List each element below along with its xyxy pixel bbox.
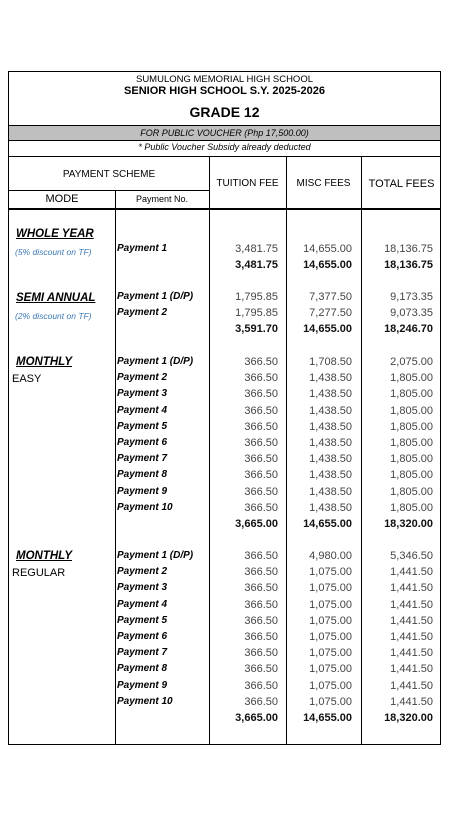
section-total-row: [9, 518, 440, 533]
payment-scheme-header: PAYMENT SCHEME: [62, 169, 156, 180]
tuition-fee-value: 1,795.85: [235, 291, 278, 303]
payment-row: [9, 437, 440, 452]
payment-label: Payment 3: [117, 388, 168, 400]
tuition-fee-value: 366.50: [244, 453, 278, 466]
misc-fees-value: 14,655.00: [303, 243, 352, 255]
payment-row: [9, 307, 440, 322]
total-fees-value: 1,441.50: [390, 631, 433, 643]
payment-row: [9, 696, 440, 711]
school-name: SUMULONG MEMORIAL HIGH SCHOOL: [135, 74, 313, 85]
misc-fees-value: 4,980.00: [309, 550, 352, 562]
total-fees-value: 1,441.50: [390, 614, 433, 627]
total-fees-value: 18,246.70: [384, 323, 433, 336]
payment-label: Payment 2: [117, 372, 168, 384]
payment-row: [9, 502, 440, 517]
tuition-fee-value: 366.50: [244, 679, 278, 692]
total-fees-value: 9,073.35: [390, 307, 433, 320]
whole-year-discount-note: (5% discount on TF): [15, 247, 92, 257]
payment-label: Payment 7: [117, 453, 168, 465]
total-fees-value: 1,805.00: [390, 388, 433, 401]
payment-label: Payment 9: [117, 485, 168, 497]
payment-row: [9, 372, 440, 387]
tuition-fee-value: 366.50: [244, 566, 278, 579]
misc-fees-value: 14,655.00: [303, 323, 352, 336]
payment-row: [9, 453, 440, 468]
total-fees-value: 1,805.00: [390, 437, 433, 449]
tuition-fee-header: TUITION FEE: [216, 178, 279, 189]
monthly-easy-subtitle: EASY: [12, 373, 42, 385]
payment-row: [9, 388, 440, 403]
payment-label: Payment 4: [117, 404, 168, 416]
misc-fees-value: 7,377.50: [309, 291, 352, 303]
tuition-fee-value: 366.50: [244, 582, 278, 595]
payment-label: Payment 10: [117, 501, 173, 513]
misc-fees-value: 1,075.00: [309, 663, 352, 676]
misc-fees-value: 1,438.50: [309, 404, 352, 417]
payment-row: [9, 550, 440, 565]
fee-schedule-sheet: [8, 71, 441, 745]
divider: [9, 125, 440, 126]
payment-row: [9, 582, 440, 597]
payment-row: [9, 291, 440, 306]
payment-row: [9, 356, 440, 371]
payment-row: [9, 631, 440, 646]
tuition-fee-value: 366.50: [244, 550, 278, 562]
section-total-row: [9, 323, 440, 338]
misc-fees-value: 1,438.50: [309, 372, 352, 385]
misc-fees-value: 1,075.00: [309, 566, 352, 579]
total-fees-value: 1,805.00: [390, 404, 433, 417]
section-whole-year-title: WHOLE YEAR: [16, 228, 94, 240]
tuition-fee-value: 366.50: [244, 647, 278, 660]
subsidy-note: * Public Voucher Subsidy already deducted: [138, 142, 311, 152]
misc-fees-value: 1,075.00: [309, 598, 352, 611]
payment-label: Payment 5: [117, 614, 168, 626]
misc-fees-value: 1,438.50: [309, 453, 352, 466]
mode-header: MODE: [45, 193, 79, 205]
payment-label: Payment 2: [117, 566, 168, 578]
payment-no-header: Payment No.: [135, 194, 189, 204]
misc-fees-value: 1,438.50: [309, 469, 352, 482]
section-total-row: [9, 259, 440, 274]
payment-label: Payment 5: [117, 420, 168, 432]
tuition-fee-value: 366.50: [244, 437, 278, 449]
misc-fees-header: MISC FEES: [296, 178, 351, 189]
payment-row: [9, 566, 440, 581]
payment-row: [9, 615, 440, 630]
grade-title: GRADE 12: [189, 104, 260, 120]
total-fees-value: 18,136.75: [384, 259, 433, 272]
tuition-fee-value: 3,591.70: [235, 323, 278, 336]
total-fees-value: 9,173.35: [390, 291, 433, 303]
tuition-fee-value: 366.50: [244, 631, 278, 643]
payment-row: [9, 469, 440, 484]
total-fees-value: 5,346.50: [390, 550, 433, 562]
tuition-fee-value: 366.50: [244, 614, 278, 627]
tuition-fee-value: 3,481.75: [235, 243, 278, 255]
tuition-fee-value: 366.50: [244, 598, 278, 611]
misc-fees-value: 1,438.50: [309, 501, 352, 514]
payment-label: Payment 1: [117, 243, 168, 254]
payment-label: Payment 1 (D/P): [117, 550, 194, 561]
misc-fees-value: 1,438.50: [309, 420, 352, 433]
tuition-fee-value: 3,665.00: [235, 518, 278, 530]
total-fees-value: 1,441.50: [390, 647, 433, 660]
tuition-fee-value: 1,795.85: [235, 307, 278, 320]
tuition-fee-value: 3,665.00: [235, 712, 278, 724]
tuition-fee-value: 366.50: [244, 469, 278, 482]
payment-row: [9, 647, 440, 662]
payment-label: Payment 10: [117, 695, 173, 707]
payment-label: Payment 9: [117, 679, 168, 691]
payment-label: Payment 8: [117, 469, 168, 481]
total-fees-value: 1,441.50: [390, 679, 433, 692]
misc-fees-value: 1,075.00: [309, 614, 352, 627]
tuition-fee-value: 366.50: [244, 356, 278, 368]
payment-row: [9, 663, 440, 678]
monthly-regular-subtitle: REGULAR: [12, 567, 66, 579]
misc-fees-value: 1,708.50: [309, 356, 352, 368]
payment-row: [9, 486, 440, 501]
payment-row: [9, 243, 440, 258]
total-fees-value: 2,075.00: [390, 356, 433, 368]
total-fees-value: 1,441.50: [390, 582, 433, 595]
voucher-banner: FOR PUBLIC VOUCHER (Php 17,500.00): [9, 126, 440, 140]
misc-fees-value: 1,075.00: [309, 647, 352, 660]
payment-label: Payment 6: [117, 437, 168, 448]
tuition-fee-value: 366.50: [244, 485, 278, 498]
tuition-fee-value: 366.50: [244, 420, 278, 433]
misc-fees-value: 1,438.50: [309, 485, 352, 498]
tuition-fee-value: 366.50: [244, 663, 278, 676]
section-monthly-regular-title: MONTHLY: [16, 550, 73, 562]
misc-fees-value: 1,075.00: [309, 582, 352, 595]
payment-label: Payment 2: [117, 307, 168, 319]
payment-label: Payment 7: [117, 647, 168, 659]
total-fees-value: 1,805.00: [390, 469, 433, 482]
total-fees-value: 18,136.75: [384, 243, 433, 255]
section-semi-annual-title: SEMI ANNUAL: [16, 292, 96, 304]
school-year-title: SENIOR HIGH SCHOOL S.Y. 2025-2026: [124, 85, 325, 97]
misc-fees-value: 1,075.00: [309, 695, 352, 708]
total-fees-header: TOTAL FEES: [368, 178, 435, 190]
total-fees-value: 1,441.50: [390, 566, 433, 579]
divider: [9, 190, 209, 191]
semi-annual-discount-note: (2% discount on TF): [15, 311, 92, 321]
payment-row: [9, 405, 440, 420]
total-fees-value: 1,805.00: [390, 485, 433, 498]
total-fees-value: 1,441.50: [390, 598, 433, 611]
payment-label: Payment 3: [117, 582, 168, 594]
total-fees-value: 1,805.00: [390, 501, 433, 514]
divider: [9, 208, 440, 210]
misc-fees-value: 1,438.50: [309, 388, 352, 401]
total-fees-value: 1,805.00: [390, 420, 433, 433]
misc-fees-value: 14,655.00: [303, 518, 352, 530]
total-fees-value: 18,320.00: [384, 712, 433, 724]
total-fees-value: 1,441.50: [390, 663, 433, 676]
tuition-fee-value: 366.50: [244, 388, 278, 401]
section-total-row: [9, 712, 440, 727]
payment-label: Payment 6: [117, 631, 168, 642]
payment-label: Payment 4: [117, 598, 168, 610]
divider: [9, 156, 440, 157]
misc-fees-value: 7,277.50: [309, 307, 352, 320]
total-fees-value: 1,805.00: [390, 372, 433, 385]
tuition-fee-value: 3,481.75: [235, 259, 278, 272]
misc-fees-value: 14,655.00: [303, 259, 352, 272]
payment-row: [9, 680, 440, 695]
misc-fees-value: 1,075.00: [309, 631, 352, 643]
tuition-fee-value: 366.50: [244, 695, 278, 708]
payment-label: Payment 1 (D/P): [117, 291, 194, 302]
misc-fees-value: 1,075.00: [309, 679, 352, 692]
misc-fees-value: 1,438.50: [309, 437, 352, 449]
misc-fees-value: 14,655.00: [303, 712, 352, 724]
section-monthly-easy-title: MONTHLY: [16, 356, 73, 368]
payment-label: Payment 8: [117, 663, 168, 675]
tuition-fee-value: 366.50: [244, 404, 278, 417]
payment-row: [9, 421, 440, 436]
tuition-fee-value: 366.50: [244, 372, 278, 385]
total-fees-value: 1,805.00: [390, 453, 433, 466]
payment-row: [9, 599, 440, 614]
tuition-fee-value: 366.50: [244, 501, 278, 514]
divider: [9, 140, 440, 141]
total-fees-value: 18,320.00: [384, 518, 433, 530]
total-fees-value: 1,441.50: [390, 695, 433, 708]
payment-label: Payment 1 (D/P): [117, 356, 194, 367]
